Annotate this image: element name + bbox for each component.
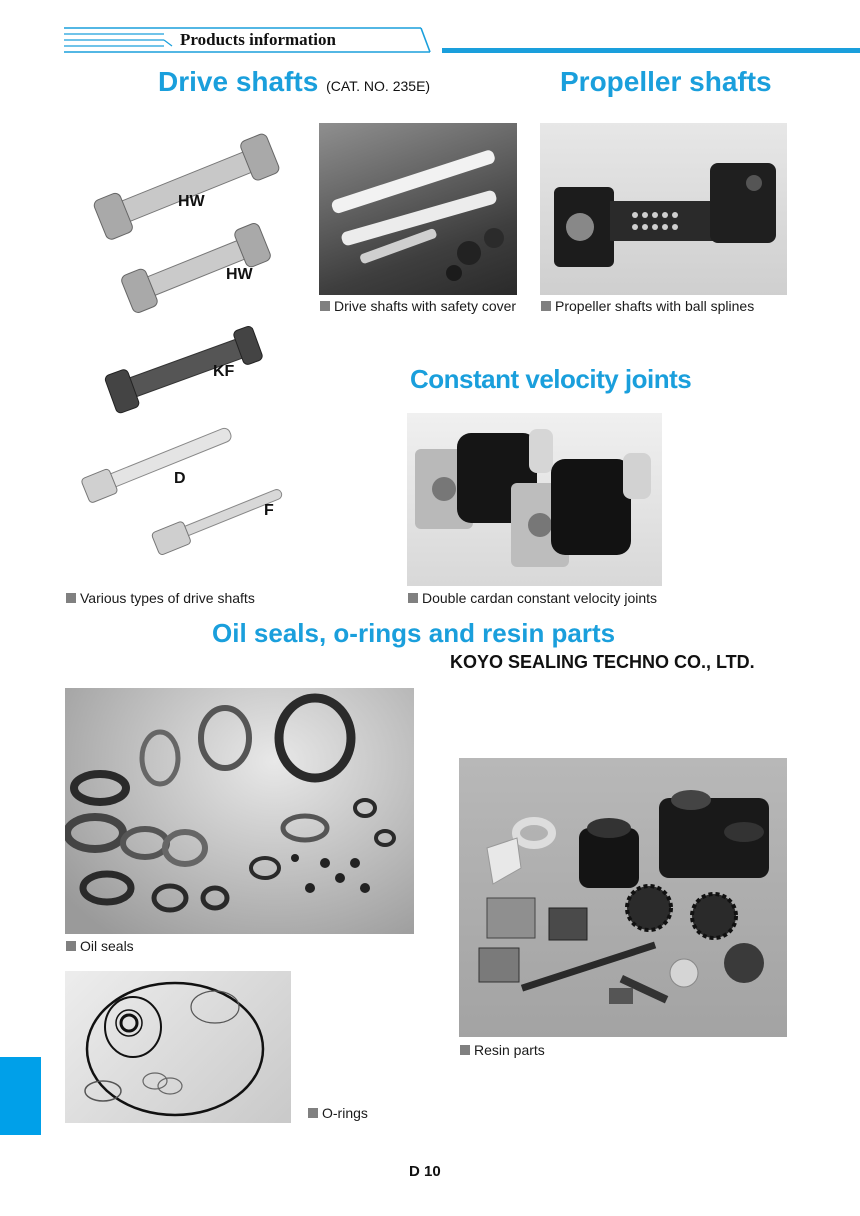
various-drive-shafts-caption xyxy=(66,590,255,606)
bullet-square-icon xyxy=(541,301,551,311)
drive-shafts-heading xyxy=(158,66,430,98)
propeller-shafts-caption-text: Propeller shafts with ball splines xyxy=(555,298,755,314)
section-title: Products information xyxy=(180,30,336,49)
page-number: D 10 xyxy=(409,1163,441,1180)
propeller-shafts-title: Propeller shafts xyxy=(560,66,772,97)
bullet-square-icon xyxy=(320,301,330,311)
bullet-square-icon xyxy=(308,1108,318,1118)
company-name: KOYO SEALING TECHNO CO., LTD. xyxy=(450,652,755,672)
propeller-shafts-photo xyxy=(540,123,787,295)
safety-cover-caption-text: Drive shafts with safety cover xyxy=(334,298,517,314)
bullet-square-icon xyxy=(66,593,76,603)
safety-cover-photo xyxy=(319,123,517,295)
safety-cover-caption xyxy=(320,298,516,314)
drive-shafts-types-image xyxy=(76,118,296,558)
bullet-square-icon xyxy=(460,1045,470,1055)
various-drive-shafts-caption-text: Various types of drive shafts xyxy=(80,590,255,606)
drive-shafts-title: Drive shafts xyxy=(158,66,319,97)
oil-seals-photo xyxy=(65,688,414,934)
type-label-hw-2: HW xyxy=(226,266,253,283)
catalog-number: (CAT. NO. 235E) xyxy=(326,78,431,94)
resin-parts-caption xyxy=(460,1042,545,1058)
oil-seals-caption-text: Oil seals xyxy=(80,938,134,954)
section-tab xyxy=(0,1057,41,1135)
bullet-square-icon xyxy=(408,593,418,603)
cv-joints-title: Constant velocity joints xyxy=(410,364,692,394)
o-rings-photo xyxy=(65,971,291,1123)
oil-seals-caption xyxy=(66,938,134,954)
bullet-square-icon xyxy=(66,941,76,951)
resin-parts-caption-text: Resin parts xyxy=(474,1042,545,1058)
type-label-d: D xyxy=(174,470,186,487)
o-rings-caption-text: O-rings xyxy=(322,1105,368,1121)
propeller-shafts-caption xyxy=(541,298,754,314)
o-rings-caption xyxy=(308,1105,368,1121)
type-label-kf: KF xyxy=(213,363,235,380)
resin-parts-photo xyxy=(459,758,787,1037)
seals-title: Oil seals, o-rings and resin parts xyxy=(212,618,616,648)
cv-joints-caption-text: Double cardan constant velocity joints xyxy=(422,590,658,606)
cv-joints-caption xyxy=(408,590,657,606)
type-label-hw-1: HW xyxy=(178,193,205,210)
type-label-f: F xyxy=(264,502,274,519)
cv-joints-photo xyxy=(407,413,662,586)
